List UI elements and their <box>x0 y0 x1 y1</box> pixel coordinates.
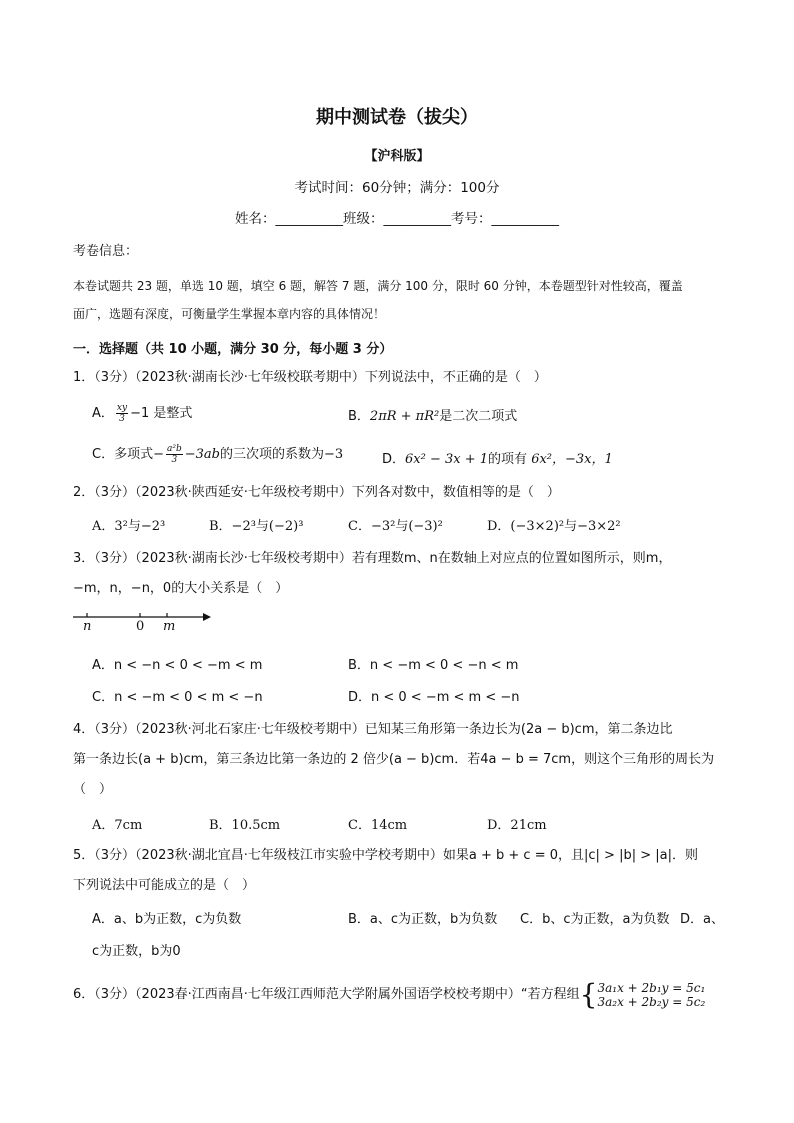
question-5-stem-line-2: 下列说法中可能成立的是（ ） <box>73 878 256 893</box>
edition-label: 【沪科版】 <box>364 149 430 164</box>
q5-option-d-part-1: D．a、 <box>680 912 724 927</box>
info-line-1: 本卷试题共 23 题，单选 10 题，填空 6 题，解答 7 题，满分 100 分，限时 60 分钟，本卷题型针对性较高，覆盖 <box>73 279 683 293</box>
q3-option-b: B．n < −m < 0 < −n < m <box>348 658 519 673</box>
q3-option-c: C．n < −m < 0 < m < −n <box>92 690 263 705</box>
question-2-stem: 2．（3分）（2023秋·陕西延安·七年级校考期中）下列各对数中，数值相等的是（ ） <box>73 485 560 500</box>
q2-option-c: C．−3²与(−3)² <box>348 519 443 534</box>
q1-option-a: A． $\frac{xy}{3}$ −1 是整式 <box>92 403 193 424</box>
q3-option-a: A．n < −n < 0 < −m < m <box>92 658 263 673</box>
name-class-id-line: 姓名：__________班级：__________考号：__________ <box>235 211 559 227</box>
axis-label-0: 0 <box>136 619 145 634</box>
question-1-stem: 1．（3分）（2023秋·湖南长沙·七年级校联考期中）下列说法中，不正确的是（ ） <box>73 370 547 385</box>
q1-c-fraction: $\frac{\text{a²b}}{3}$ <box>166 444 182 465</box>
question-4-stem-line-3: （ ） <box>73 782 113 797</box>
q1-option-b: B．2πR + πR²是二次二项式 <box>348 409 518 424</box>
q2-option-b: B．−2³与(−2)³ <box>209 519 304 534</box>
q2-option-d: D．(−3×2)²与−3×2² <box>487 519 621 534</box>
section-heading: 一．选择题（共 10 小题，满分 30 分，每小题 3 分） <box>73 342 393 357</box>
q1-option-c: C．多项式− $\frac{\text{a²b}}{3}$ −3ab的三次项的系数为−3 <box>92 444 344 465</box>
question-3-stem-line-1: 3．（3分）（2023秋·湖南长沙·七年级校考期中）若有理数m、n在数轴上对应点的位置如图所示，则m， <box>73 551 672 566</box>
equation-system: 3a₁x + 2b₁y = 5c₁ 3a₂x + 2b₂y = 5c₂ <box>597 980 706 1009</box>
info-label: 考卷信息： <box>73 244 139 259</box>
q5-option-d-part-2: c为正数，b为0 <box>92 944 181 959</box>
exam-time: 考试时间：60分钟；满分：100分 <box>294 180 500 196</box>
q2-option-a: A．3²与−2³ <box>92 519 166 534</box>
info-text <box>73 272 723 328</box>
axis-label-n: n <box>83 619 92 634</box>
q5-option-c: C．b、c为正数，a为负数 <box>520 912 670 927</box>
q4-option-d: D．21cm <box>487 818 547 833</box>
q1-a-fraction: $\frac{xy}{3}$ <box>116 403 128 424</box>
question-5-stem-line-1: 5．（3分）（2023秋·湖北宜昌·七年级枝江市实验中学校考期中）如果a + b + c = 0，且|c| > |b| > |a|．则 <box>73 848 698 863</box>
info-line-2: 面广，选题有深度，可衡量学生掌握本章内容的具体情况！ <box>73 307 386 321</box>
q1-option-d: D．6x² − 3x + 1的项有 6x²，−3x，1 <box>382 452 613 467</box>
question-3-stem-line-2: −m，n，−n，0的大小关系是（ ） <box>73 581 289 596</box>
q4-option-c: C．14cm <box>348 818 408 833</box>
q5-option-b: B．a、c为正数，b为负数 <box>348 912 498 927</box>
q4-option-a: A．7cm <box>92 818 143 833</box>
q4-option-b: B．10.5cm <box>209 818 281 833</box>
question-4-stem-line-1: 4．（3分）（2023秋·河北石家庄·七年级校考期中）已知某三角形第一条边长为(2a − b)cm，第二条边比 <box>73 722 673 737</box>
question-4-stem-line-2: 第一条边长(a + b)cm，第三条边比第一条边的 2 倍少(a − b)cm．若4a − b = 7cm，则这个三角形的周长为 <box>73 752 715 767</box>
q3-option-d: D．n < 0 < −m < m < −n <box>348 690 520 705</box>
q5-option-a: A．a、b为正数，c为负数 <box>92 912 242 927</box>
number-line <box>73 607 213 637</box>
axis-label-m: m <box>163 619 176 634</box>
page-title: 期中测试卷（拔尖） <box>316 107 478 128</box>
question-6-stem: 6．（3分）（2023春·江西南昌·七年级江西师范大学附属外国语学校校考期中）“若方程组{ 3a₁x + 2b₁y = 5c₁ 3a₂x + 2b₂y = 5c₂ <box>73 978 706 1011</box>
